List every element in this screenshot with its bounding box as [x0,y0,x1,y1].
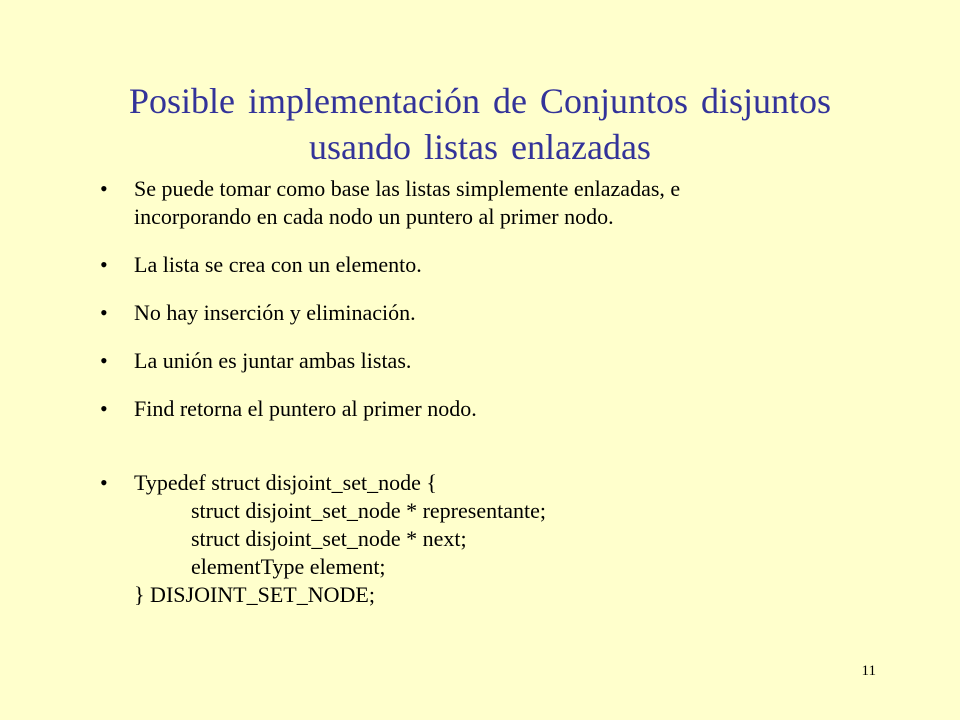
bullet-item [100,395,880,423]
bullet-dot: • [100,300,108,325]
bullet-text-line: La unión es juntar ambas listas. [134,348,412,373]
bullet-item [100,299,880,327]
code-line: struct disjoint_set_node * representante; [191,498,546,523]
bullet-dot: • [100,348,108,373]
bullet-list [100,175,880,629]
bullet-text-line: La lista se crea con un elemento. [134,252,422,277]
bullet-dot: • [100,252,108,277]
code-line: Typedef struct disjoint_set_node { [134,470,437,495]
bullet-dot: • [100,176,108,201]
code-line: } DISJOINT_SET_NODE; [134,582,375,607]
bullet-item [100,175,880,231]
bullet-text-line: Se puede tomar como base las listas simplemente enlazadas, e [134,176,681,201]
bullet-text-line: incorporando en cada nodo un puntero al primer nodo. [134,204,614,229]
code-bullet-item [100,469,880,609]
slide-title-line-1: Posible implementación de Conjuntos disjuntos [129,81,831,121]
code-line: struct disjoint_set_node * next; [191,526,467,551]
bullet-dot: • [100,470,108,495]
slide-title [80,78,880,170]
bullet-dot: • [100,396,108,421]
bullet-text-line: No hay inserción y eliminación. [134,300,416,325]
bullet-item [100,251,880,279]
slide-title-line-2: usando listas enlazadas [309,127,651,167]
page-number: 11 [861,663,876,679]
code-line: elementType element; [191,554,386,579]
bullet-item [100,347,880,375]
bullet-text-line: Find retorna el puntero al primer nodo. [134,396,477,421]
